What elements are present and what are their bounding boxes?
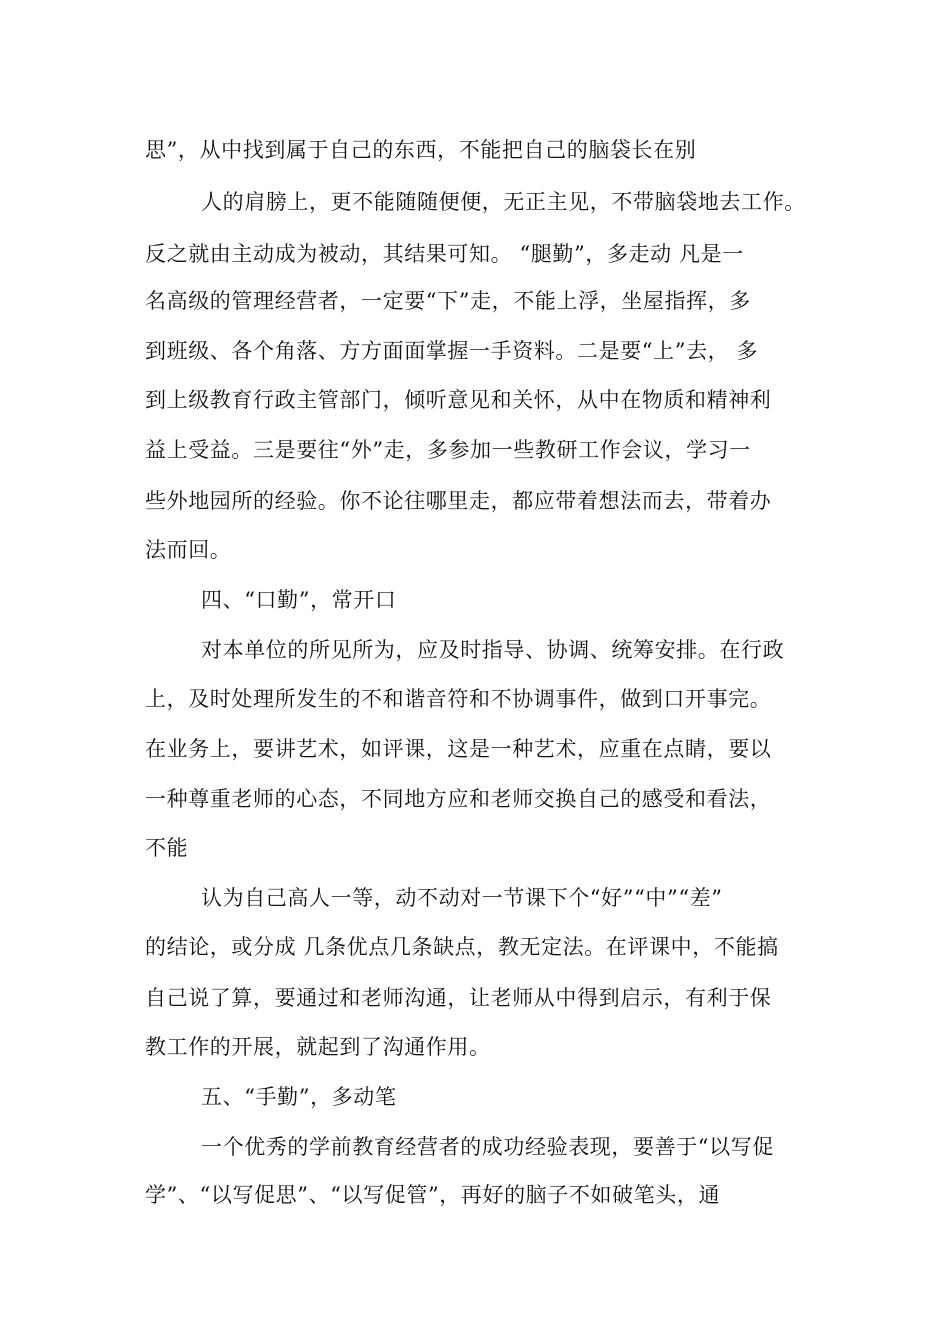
text-line: 对本单位的所见所为，应及时指导、协调、统筹安排。在行政 bbox=[201, 638, 785, 662]
text-line: 上，及时处理所发生的不和谐音符和不协调事件，做到口开事完。 bbox=[145, 687, 772, 711]
text-line: 在业务上，要讲艺术，如评课，这是一种艺术，应重在点睛，要以 bbox=[145, 737, 772, 761]
text-line: 自己说了算，要通过和老师沟通，让老师从中得到启示，有利于保 bbox=[145, 986, 772, 1010]
section-heading: 四、“口勤”，常开口 bbox=[201, 588, 397, 612]
text-line: 法而回。 bbox=[145, 538, 232, 562]
text-line: 一个优秀的学前教育经营者的成功经验表现，要善于“以写促 bbox=[201, 1135, 774, 1159]
text-line: 名高级的管理经营者，一定要“下”走，不能上浮，坐屋指挥，多 bbox=[145, 289, 751, 313]
text-line: 一种尊重老师的心态，不同地方应和老师交换自己的感受和看法， bbox=[145, 787, 772, 811]
text-line: 不能 bbox=[145, 836, 189, 860]
text-line: 认为自己高人一等，动不动对一节课下个“好”“中”“差” bbox=[201, 886, 723, 910]
text-line: 些外地园所的经验。你不论往哪里走，都应带着想法而去，带着办 bbox=[145, 489, 772, 513]
text-line: 到班级、各个角落、方方面面掌握一手资料。二是要“上”去， 多 bbox=[145, 339, 759, 363]
text-line: 的结论，或分成 几条优点几条缺点，教无定法。在评课中，不能搞 bbox=[145, 935, 779, 959]
text-line: 益上受益。三是要往“外”走，多参加一些教研工作会议，学习一 bbox=[145, 438, 751, 462]
text-line: 教工作的开展，就起到了沟通作用。 bbox=[145, 1035, 491, 1059]
text-line: 学”、“以写促思”、“以写促管”，再好的脑子不如破笔头，通 bbox=[145, 1183, 721, 1207]
text-line: 反之就由主动成为被动，其结果可知。 “腿勤”，多走动 凡是一 bbox=[145, 242, 744, 266]
text-line: 到上级教育行政主管部门，倾听意见和关怀，从中在物质和精神利 bbox=[145, 388, 772, 412]
section-heading: 五、“手勤”，多动笔 bbox=[201, 1085, 397, 1109]
text-line: 思”，从中找到属于自己的东西，不能把自己的脑袋长在别 bbox=[145, 138, 697, 162]
text-line: 人的肩膀上，更不能随随便便，无正主见，不带脑袋地去工作。 bbox=[201, 190, 806, 214]
